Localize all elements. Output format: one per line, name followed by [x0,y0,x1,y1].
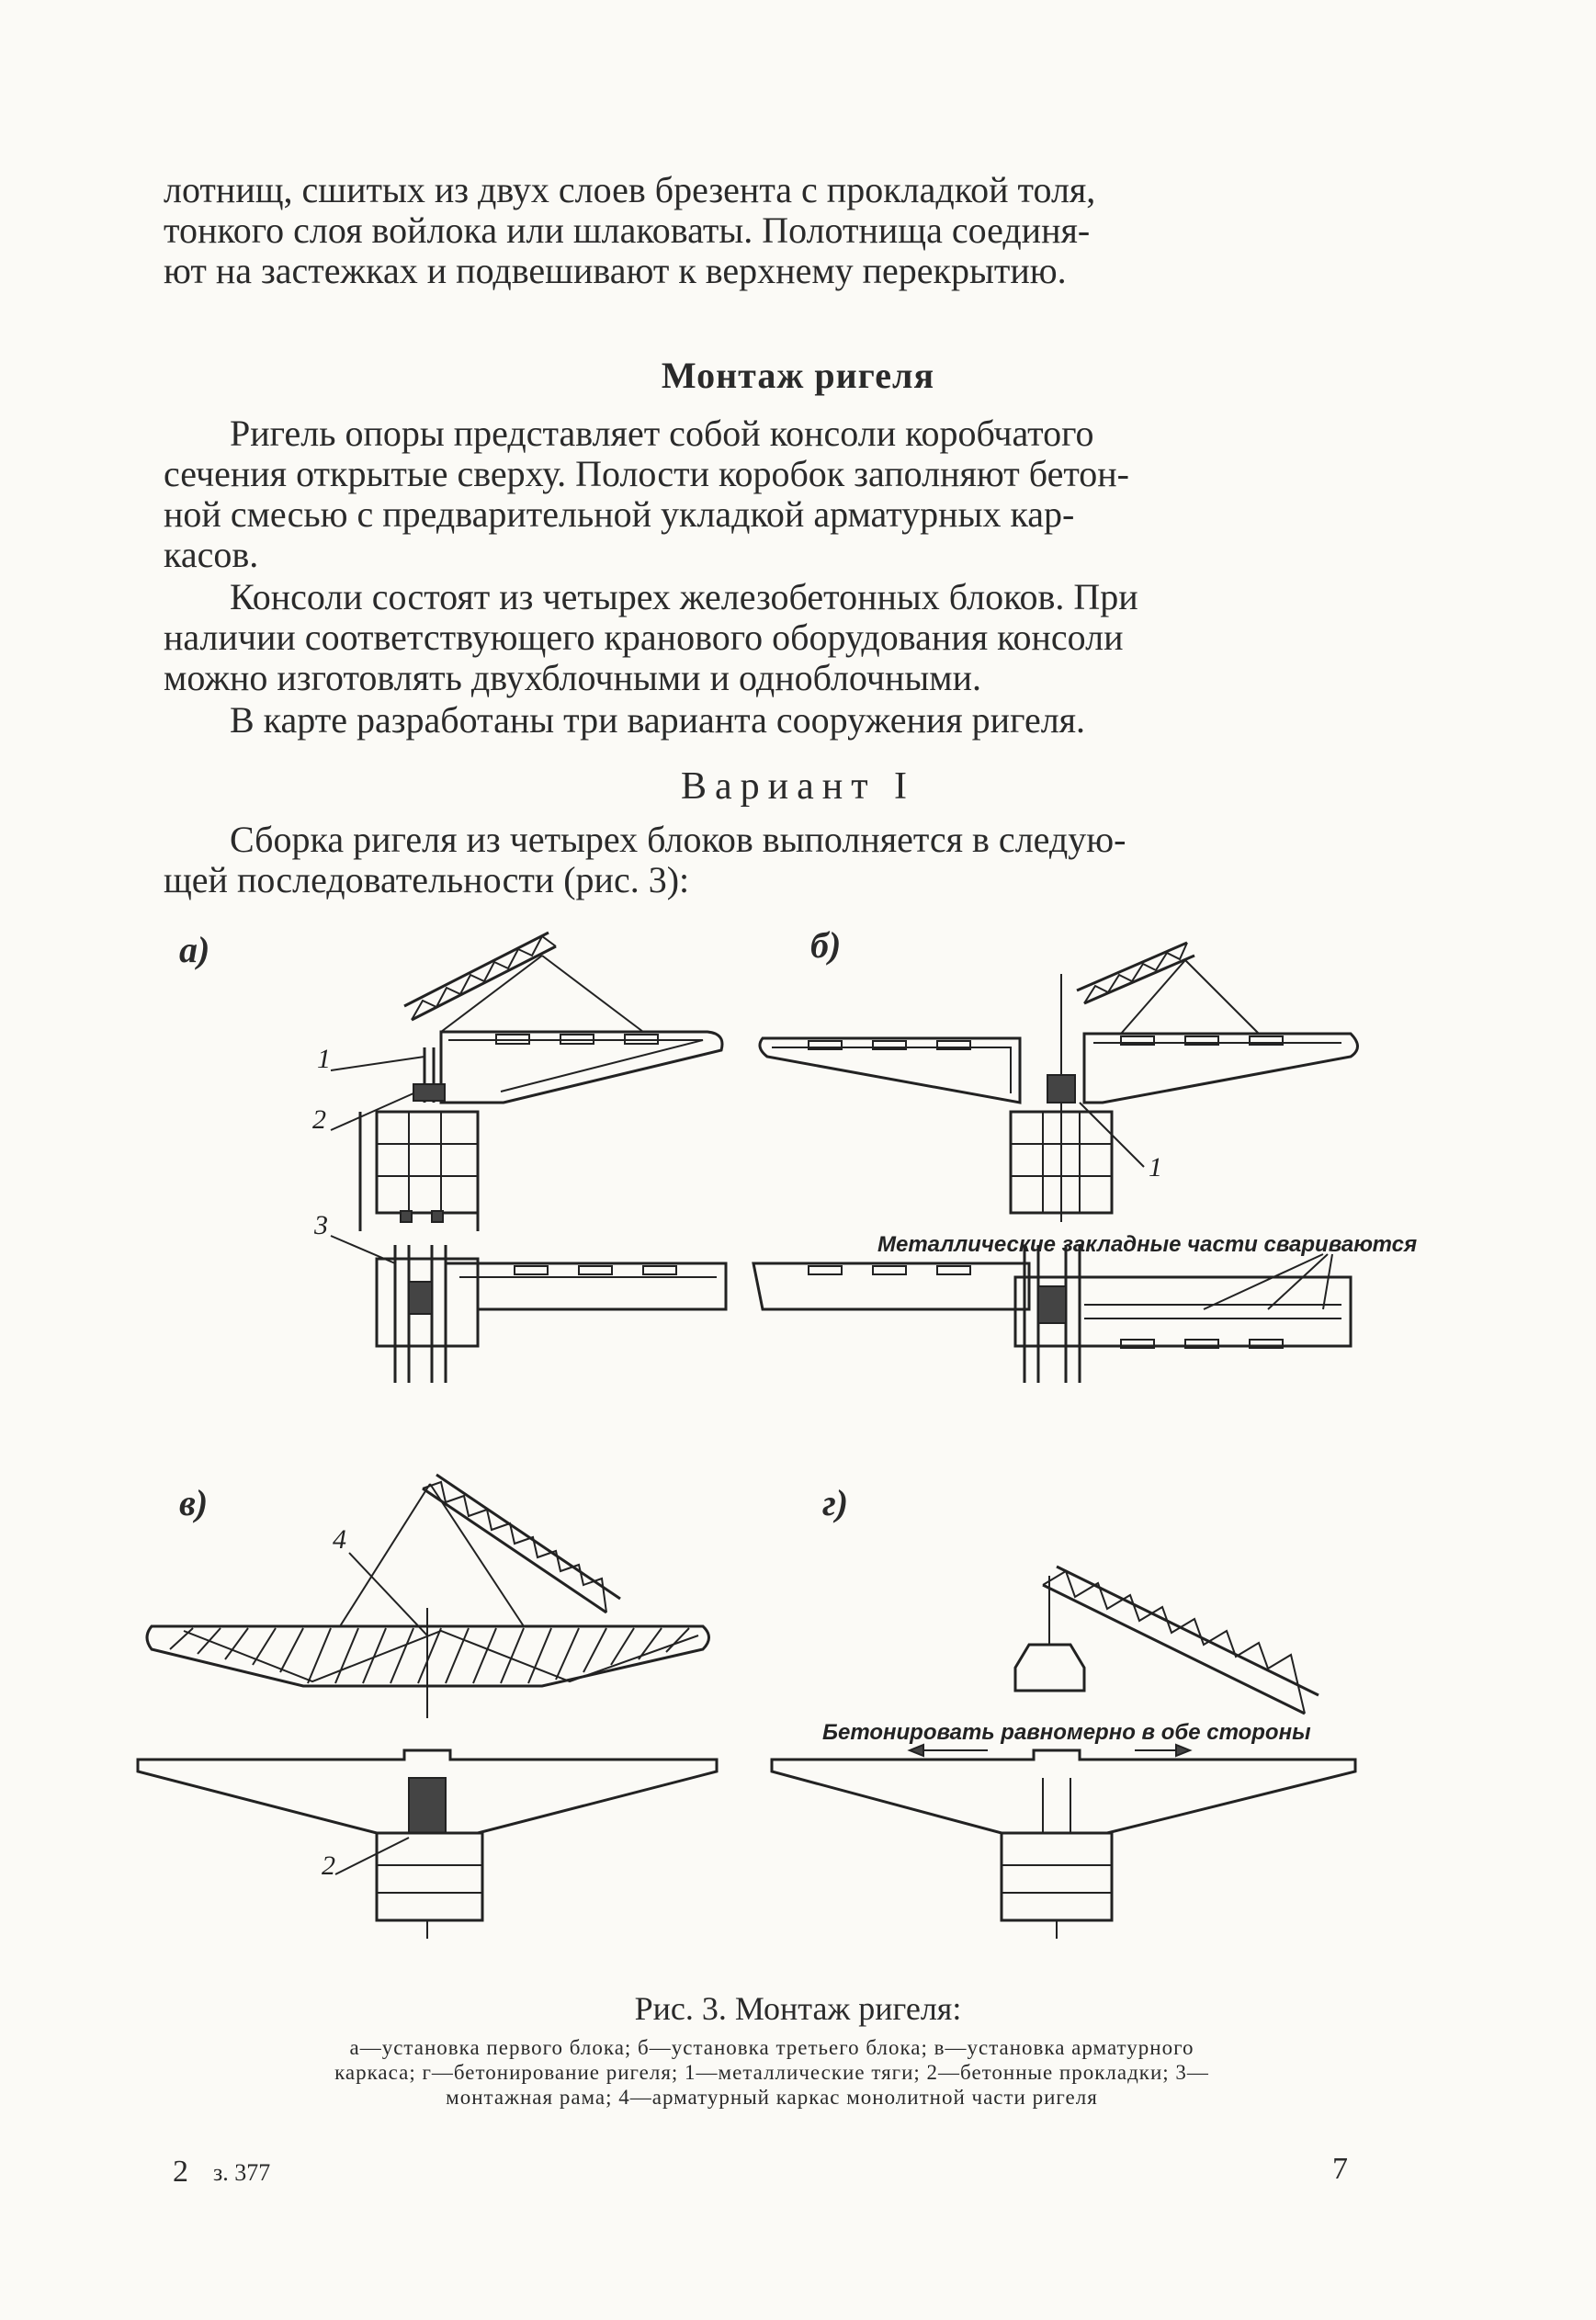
caption-line: каркаса; г—бетонирование ригеля; 1—металлические тяги; 2—бетонные прокладки; 3— [334,2061,1209,2084]
annotation-welding: Металлические закладные части свариваются [877,1232,1418,1257]
text-line: тонкого слоя войлока или шлаковаты. Полотнища соединя- [164,209,1091,251]
page-number: 7 [1332,2152,1348,2186]
text-line: В карте разработаны три варианта сооружения ригеля. [230,699,1086,741]
text-line: щей последовательности (рис. 3): [164,859,690,900]
panel-v-drawing [138,1475,717,1939]
panel-label-b: б) [810,924,842,966]
signature-number: 2 [173,2155,188,2189]
callout-3-a: 3 [314,1210,328,1240]
figure-caption-title: Рис. 3. Монтаж ригеля: [634,1990,962,2027]
crane-boom-icon [404,933,643,1032]
text-line: лотнищ, сшитых из двух слоев брезента с прокладкой толя, [164,169,1096,210]
panel-b-drawing [753,943,1417,1383]
crane-boom-icon [1077,943,1259,1034]
text-line: можно изготовлять двухблочными и одноблочными. [164,657,981,698]
text-line: наличии соответствующего кранового оборудования консоли [164,617,1124,658]
variant-heading: Вариант I [680,765,916,808]
text-line: ной смесью с предварительной укладкой арматурных кар- [164,493,1075,535]
caption-line: монтажная рама; 4—арматурный каркас монолитной части ригеля [446,2086,1098,2109]
text-line: сечения открытые сверху. Полости коробок заполняют бетон- [164,453,1129,494]
caption-line: а—установка первого блока; б—установка третьего блока; в—установка арматурного [349,2036,1194,2059]
callout-4-v: 4 [333,1524,346,1555]
crane-boom-icon [340,1475,620,1626]
text-line: ют на застежках и подвешивают к верхнему перекрытию. [164,250,1067,291]
order-code: з. 377 [213,2159,271,2186]
callout-1-b: 1 [1149,1152,1162,1183]
callout-1-a: 1 [317,1044,331,1074]
section-heading: Монтаж ригеля [661,355,935,396]
panel-a-drawing [312,933,726,1383]
text-line: Сборка ригеля из четырех блоков выполняется в следую- [230,819,1126,860]
annotation-concreting: Бетонировать равномерно в обе стороны [822,1720,1311,1745]
text-line: касов. [164,534,259,575]
figure-caption-text [175,2035,1369,2110]
text-line: Ригель опоры представляет собой консоли коробчатого [230,413,1094,454]
panel-g-drawing [772,1567,1355,1939]
concrete-bucket-icon [1015,1645,1084,1691]
callout-2-v: 2 [322,1850,335,1881]
panel-label-v: в) [179,1482,209,1523]
panel-label-g: г) [822,1482,849,1523]
panel-label-a: а) [179,929,210,970]
text-line: Консоли состоят из четырех железобетонных блоков. При [230,576,1138,617]
callout-2-a: 2 [312,1104,326,1135]
